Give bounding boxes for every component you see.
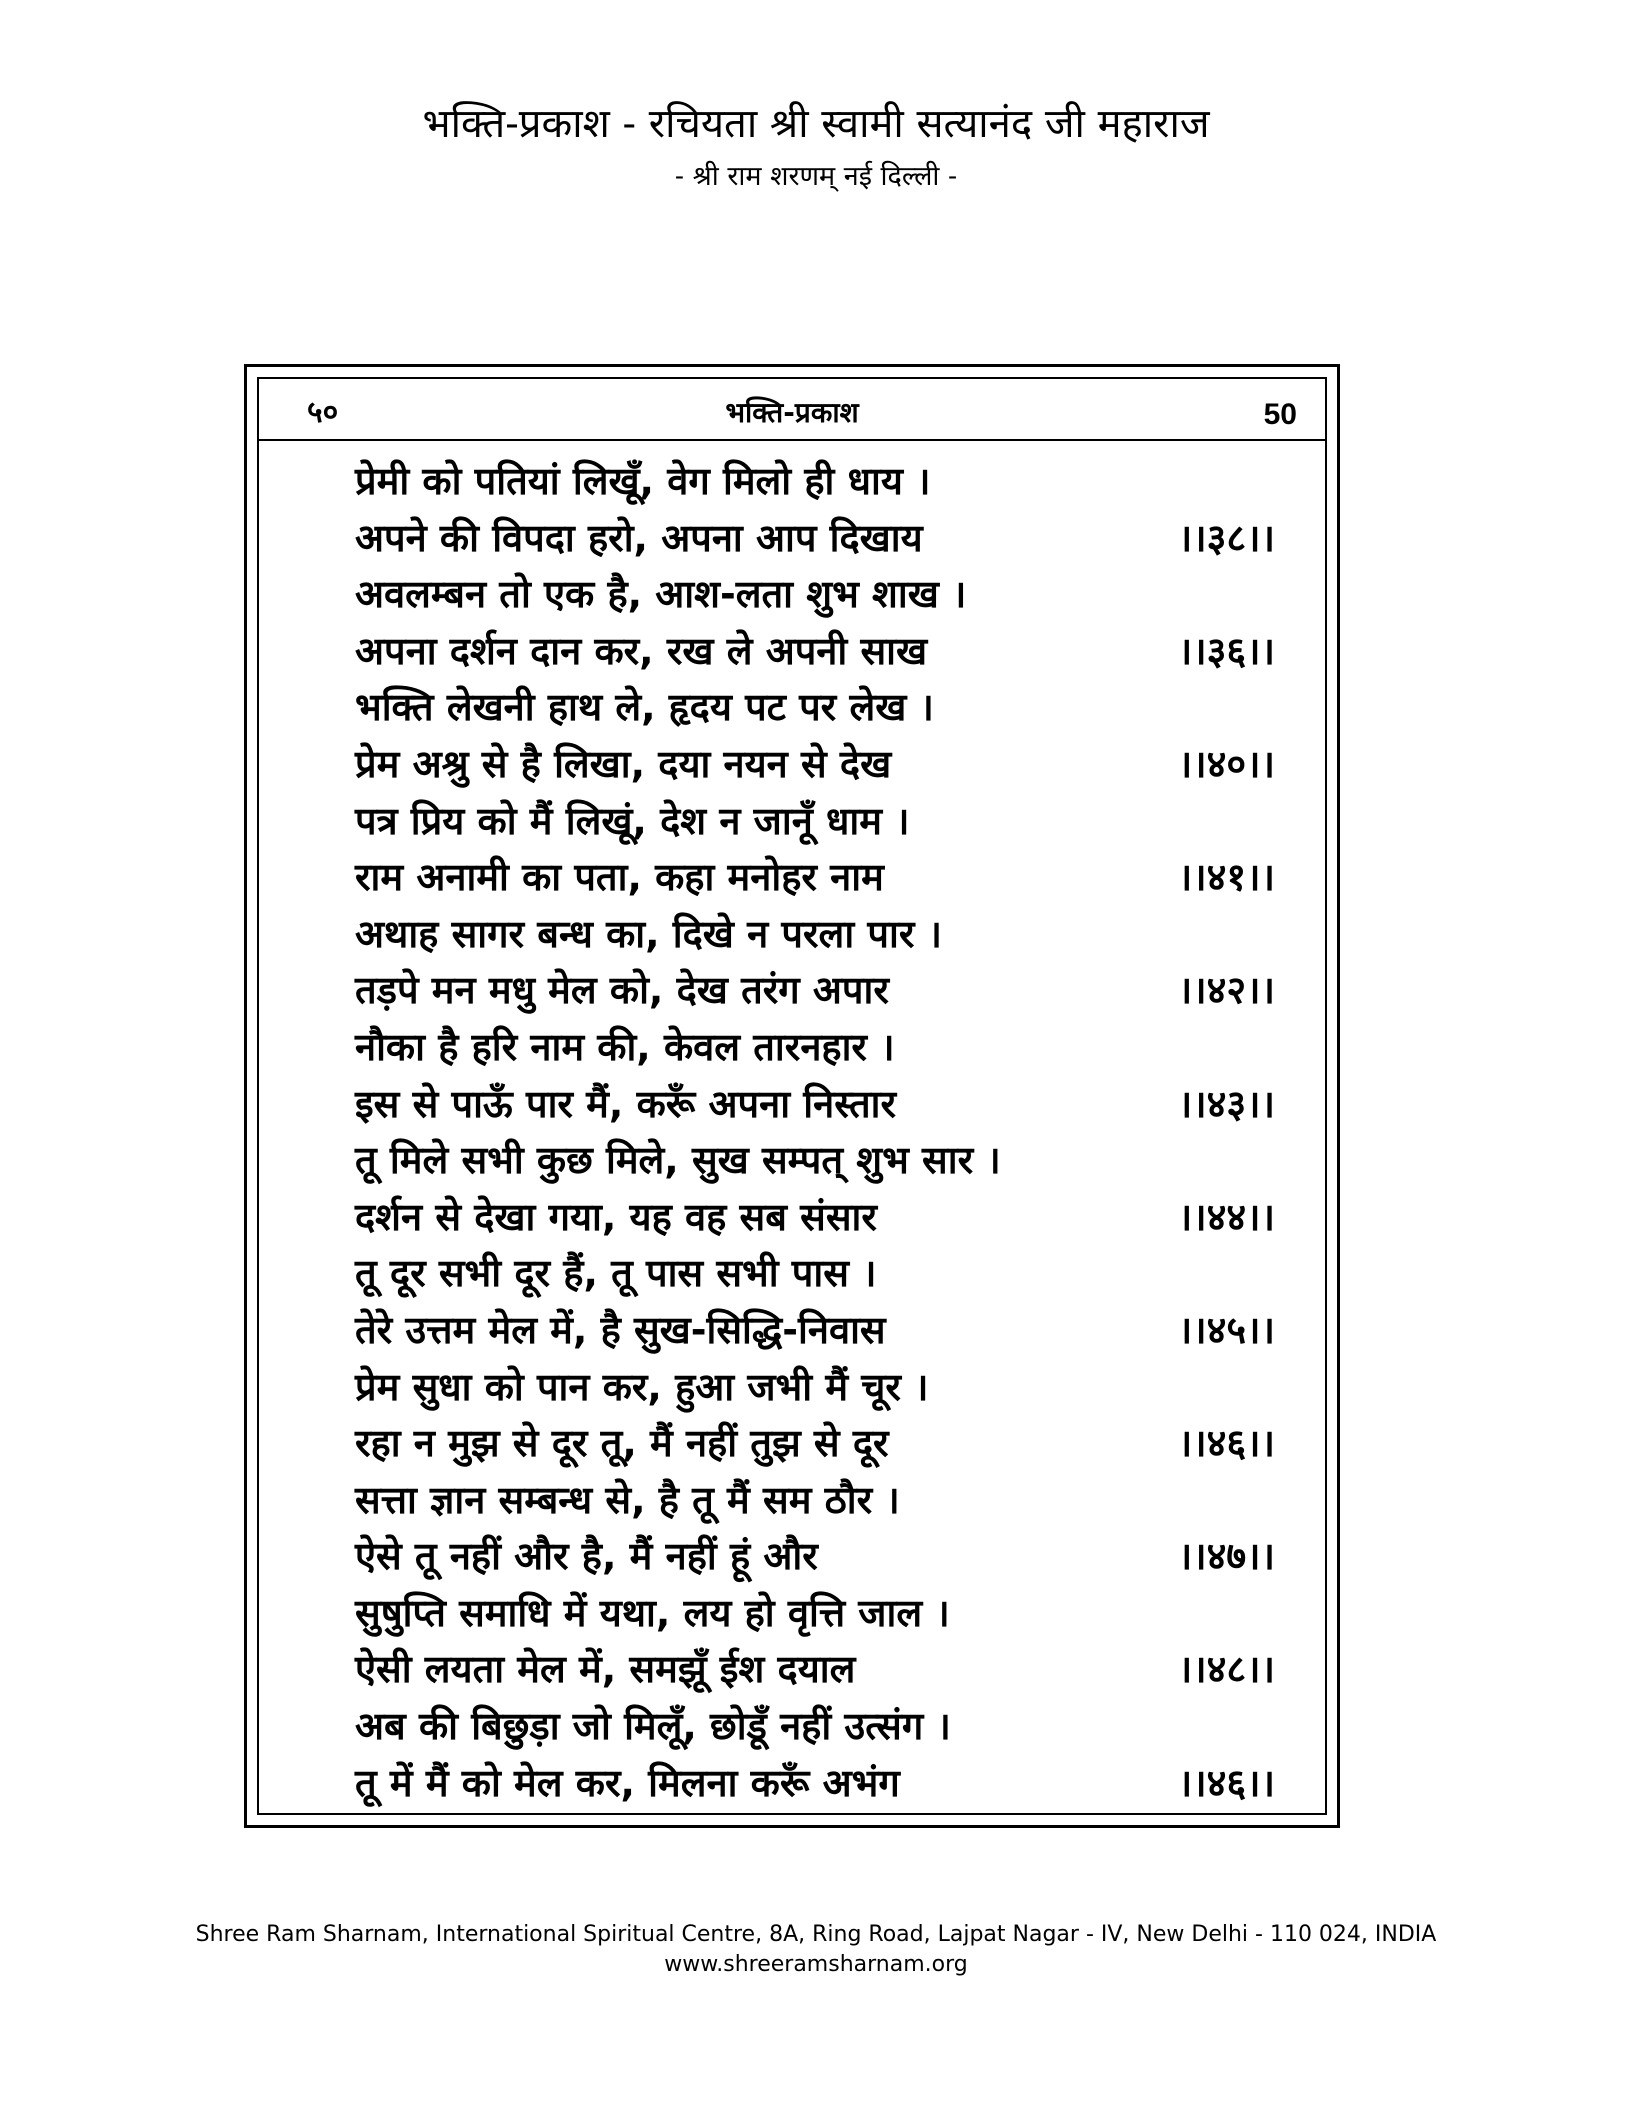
verse-number: ।।३८।।	[1177, 515, 1275, 560]
verse-47	[355, 1472, 1275, 1585]
verse-line-second	[355, 623, 1275, 680]
running-head-title: भक्ति-प्रकाश	[725, 396, 859, 429]
verse-line-first: प्रेम सुधा को पान कर, हुआ जभी मैं चूर ।	[355, 1364, 929, 1409]
verse-40	[355, 679, 1275, 792]
verse-line-first: अब की बिछुड़ा जो मिलूँ, छोडूँ नहीं उत्संग ।	[355, 1704, 951, 1749]
running-head	[259, 395, 1325, 435]
verse-line-second	[355, 1641, 1275, 1698]
running-head-rule	[259, 439, 1325, 441]
verse-line-text: तेरे उत्तम मेल में, है सुख-सिद्धि-निवास	[355, 1307, 886, 1352]
verse-line-first: प्रेमी को पतियां लिखूँ, वेग मिलो ही धाय ।	[355, 459, 931, 503]
verse-line-second	[355, 962, 1275, 1019]
verse-number: ।।४१।।	[1177, 855, 1275, 900]
verse-38	[355, 453, 1275, 566]
verse-line-text: अपने की विपदा हरो, अपना आप दिखाय	[355, 515, 923, 560]
verse-46	[355, 1359, 1275, 1472]
verse-line-second	[355, 1755, 1275, 1812]
verse-number: ।।४६।।	[1177, 1760, 1275, 1805]
verse-line-text: रहा न मुझ से दूर तू, मैं नहीं तुझ से दूर	[355, 1421, 889, 1466]
verse-number: ।।४६।।	[1177, 1421, 1275, 1466]
publisher-subtitle: - श्री राम शरणम् नई दिल्ली -	[674, 161, 958, 192]
verse-number: ।।३६।।	[1177, 628, 1275, 673]
verse-line-second	[355, 1415, 1275, 1472]
footer-address: Shree Ram Sharnam, International Spiritual Centre, 8A, Ring Road, Lajpat Nagar - IV, New Delhi - 110 024, INDIA	[195, 1922, 1437, 1947]
verse-42	[355, 906, 1275, 1019]
verse-43	[355, 1019, 1275, 1132]
verse-48	[355, 1585, 1275, 1698]
verse-line-second	[355, 510, 1275, 567]
verse-line-text: अपना दर्शन दान कर, रख ले अपनी साख	[355, 628, 928, 673]
verse-line-first: तू दूर सभी दूर हैं, तू पास सभी पास ।	[355, 1251, 877, 1296]
verse-39	[355, 566, 1275, 679]
verse-line-second	[355, 1189, 1275, 1246]
verse-line-first: सुषुप्ति समाधि में यथा, लय हो वृत्ति जाल ।	[355, 1590, 950, 1635]
verse-number: ।।४४।।	[1177, 1194, 1275, 1239]
verse-line-second	[355, 1302, 1275, 1359]
verse-list	[355, 453, 1275, 1811]
verse-line-first: सत्ता ज्ञान सम्बन्ध से, है तू मैं सम ठौर ।	[355, 1477, 900, 1522]
page-frame-outer	[244, 364, 1340, 1828]
verse-number: ।।४२।।	[1177, 968, 1275, 1013]
verse-line-second	[355, 1076, 1275, 1133]
verse-line-text: इस से पाऊँ पार मैं, करूँ अपना निस्तार	[355, 1081, 897, 1126]
verse-line-first: पत्र प्रिय को मैं लिखूं, देश न जानूँ धाम ।	[355, 798, 910, 843]
page-number-devanagari: ५०	[307, 395, 339, 430]
verse-45	[355, 1245, 1275, 1358]
page-number: 50	[1263, 398, 1297, 431]
verse-number: ।।४०।।	[1177, 741, 1275, 786]
verse-line-second	[355, 849, 1275, 906]
verse-line-second	[355, 1528, 1275, 1585]
verse-line-text: प्रेम अश्रु से है लिखा, दया नयन से देख	[355, 741, 892, 786]
verse-44	[355, 1132, 1275, 1245]
verse-line-first: नौका है हरि नाम की, केवल तारनहार ।	[355, 1024, 895, 1069]
page-footer	[0, 1920, 1632, 1980]
verse-number: ।।४३।।	[1177, 1081, 1275, 1126]
verse-line-text: तड़पे मन मधु मेल को, देख तरंग अपार	[355, 968, 889, 1013]
verse-line-text: ऐसे तू नहीं और है, मैं नहीं हूं और	[355, 1534, 818, 1579]
verse-line-text: तू में मैं को मेल कर, मिलना करूँ अभंग	[355, 1760, 900, 1805]
verse-line-first: अथाह सागर बन्ध का, दिखे न परला पार ।	[355, 911, 942, 956]
verse-line-first: भक्ति लेखनी हाथ ले, हृदय पट पर लेख ।	[355, 685, 934, 730]
verse-line-first: अवलम्बन तो एक है, आश-लता शुभ शाख ।	[355, 572, 967, 617]
verse-number: ।।४५।।	[1177, 1307, 1275, 1352]
page-header	[0, 100, 1632, 194]
book-title-heading: भक्ति-प्रकाश - रचियता श्री स्वामी सत्यानंद जी महाराज	[422, 101, 1210, 147]
verse-line-text: राम अनामी का पता, कहा मनोहर नाम	[355, 855, 884, 900]
verse-number: ।।४८।।	[1177, 1647, 1275, 1692]
verse-line-text: दर्शन से देखा गया, यह वह सब संसार	[355, 1194, 877, 1239]
footer-website: www.shreeramsharnam.org	[664, 1952, 968, 1977]
verse-line-first: तू मिले सभी कुछ मिले, सुख सम्पत् शुभ सार ।	[355, 1138, 1001, 1183]
verse-line-text: ऐसी लयता मेल में, समझूँ ईश दयाल	[355, 1647, 856, 1692]
verse-line-second	[355, 736, 1275, 793]
page-frame-inner	[257, 377, 1327, 1815]
verse-number: ।।४७।।	[1177, 1534, 1275, 1579]
verse-49	[355, 1698, 1275, 1811]
verse-41	[355, 793, 1275, 906]
